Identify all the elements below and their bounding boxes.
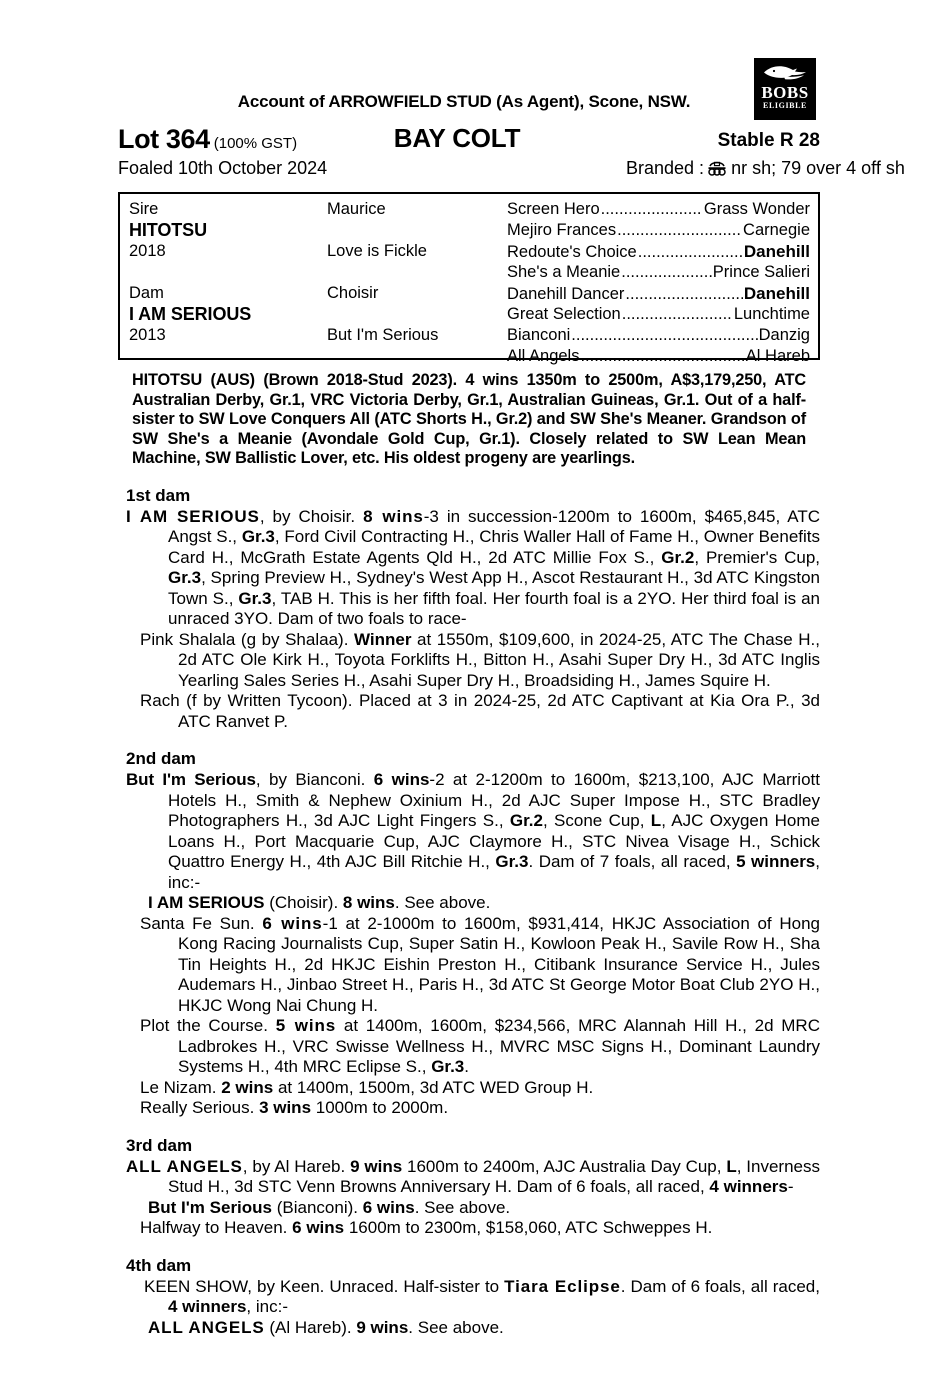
entry-text: 1600m to 2400m, AJC Australia Day Cup, [402,1156,727,1176]
second-dam-heading: 2nd dam [126,749,196,768]
branded-info [626,158,905,179]
progeny-name: But I'm Serious [148,1197,273,1217]
sire-label: Sire [129,200,159,218]
progeny-entry [118,691,820,732]
ancestor-value: Danehill [743,284,810,303]
progeny-name: Pink Shalala (g by Shalaa). [140,629,354,649]
pedigree-leader-row [507,304,810,325]
ancestor-name: Screen Hero [507,200,600,218]
leader-dots [638,242,743,262]
ancestor-value: Danzig [758,326,810,344]
ancestor-name: Mejiro Frances [507,221,617,239]
progeny-name: I AM SERIOUS [148,893,265,912]
grade-tag: Gr.3 [238,588,272,608]
grade-tag: Gr.2 [509,811,543,830]
entry-text: at 1400m, 1500m, 3d ATC WED Group H. [273,1077,594,1097]
entry-text: , TAB H. This is her fifth foal. Her fourth foal is a 2YO. Her third foal is an unraced 3YO. Dam of two foals to race- [168,588,820,628]
progeny-entry [118,1198,820,1219]
entry-text: , by Bianconi. [255,770,374,789]
entry-text: -1 at 2-1000m to 1600m, $931,414, HKJC Association of Hong Kong Racing Journalists Cup, Super Satin H., Kowloon Peak H., Savile Row H., Sha Tin Heights H., 2d HKJC Eishin Preston H., Citibank Insurance Service H., Jules Audemars H., Jinbao Street H., Paris H., 3d ATC St George Motor Boat Club 2YO H., HKJC Wong Nai Chung H. [178,913,820,1015]
entry-text: -3 in succession-1200m to 1600m, $465,845, ATC Angst S., [168,506,820,546]
lot-header-row [118,121,820,155]
grade-tag: Gr.3 [241,527,275,546]
ancestor-value: Danehill [743,242,810,261]
progeny-entry [118,914,820,1017]
listed-tag: L [726,1156,737,1176]
entry-text: . See above. [414,1197,511,1217]
leader-dots [617,220,742,241]
third-dam-section [118,1136,820,1239]
entry-text: , AJC Oxygen Home Loans H., Port Macquarie Cup, AJC Claymore H., STC Nivea Visage H., Schick Quattro Energy H., 4th AJC Bill Ritchie H., [168,811,820,871]
pedigree-column-2 [327,199,502,346]
progeny-entry [118,1078,820,1099]
progeny-name: Plot the Course. [140,1016,276,1035]
entry-text: . [464,1057,470,1076]
dam-sire: Choisir [327,284,379,302]
brand-symbol-icon [706,159,728,178]
pedigree-leader-row [507,241,810,262]
branded-detail: nr sh; 79 over 4 off sh [731,158,905,178]
pedigree-column-3 [507,199,810,367]
entry-text: 1000m to 2000m. [311,1098,449,1117]
progeny-name: Rach (f by Written Tycoon). [140,691,359,710]
listed-tag: L [650,811,662,830]
pedigree-column-1 [129,199,329,346]
page-title: BAY COLT [393,123,521,153]
wins-stat: 9 wins [350,1156,403,1176]
entry-text: at 1550m, $109,600, in 2024-25, ATC The Chase H., 2d ATC Ole Kirk H., Toyota Forklifts H., Bitton H., Asahi Super Dry H., 3d ATC Inglis Yearling Sales Series H., Asahi Super Dry H., Broadsiding H., James Squire H. [178,629,820,690]
wins-stat: 9 wins [356,1317,409,1337]
progeny-entry [118,893,820,914]
ancestor-name: Bianconi [507,326,571,344]
dam-name-text: I AM SERIOUS [126,506,260,526]
third-dam-main-entry [118,1157,820,1198]
entry-text: - [787,1177,794,1196]
progeny-entry [118,1098,820,1119]
first-dam-main-entry [118,507,820,630]
progeny-entry [118,630,820,692]
pedigree-leader-row [507,220,810,241]
foaled-date: Foaled 10th October 2024 [118,158,328,178]
fourth-dam-main-entry [118,1277,820,1318]
leader-dots [580,346,744,367]
sire-year: 2018 [129,242,166,260]
wins-stat: Winner [353,629,412,649]
dam-label: Dam [129,284,164,302]
entry-text: , by Choisir. [259,506,364,526]
first-dam-section [118,486,820,733]
progeny-name: Really Serious. [140,1098,260,1117]
sire-dam: Love is Fickle [327,242,427,260]
third-dam-heading: 3rd dam [126,1135,193,1155]
entry-text: , Inverness Stud H., 3d STC Venn Browns Anniversary H. Dam of 6 foals, all raced, [168,1156,821,1196]
winners-stat: 4 winners [709,1177,788,1196]
winners-stat: 5 winners [736,852,816,871]
bobs-eligible-label: ELIGIBLE [763,101,807,110]
wins-stat: 6 wins [373,770,430,789]
leader-dots [571,325,757,346]
ancestor-name: Redoute's Choice [507,243,637,261]
ancestor-value: Carnegie [743,221,810,239]
ancestor-name: All Angels [507,347,580,365]
lot-number: Lot 364 [118,124,210,154]
second-dam-section [118,749,820,1119]
pedigree-leader-row [507,262,810,283]
entry-text: , inc:- [168,852,820,892]
ancestor-value: Grass Wonder [703,200,810,218]
entry-text: , Spring Preview H., Sydney's West App H., Ascot Restaurant H., 3d ATC Kingston Town S., [168,568,820,608]
wins-stat: 3 wins [259,1098,312,1117]
dam-name: I AM SERIOUS [129,304,252,324]
grade-tag: Gr.2 [661,547,695,567]
dam-dam: But I'm Serious [327,326,439,344]
grade-tag: Gr.3 [495,852,529,871]
ancestor-value: Lunchtime [733,305,810,323]
sire-sire: Maurice [327,200,386,218]
progeny-entry [118,1218,820,1239]
pedigree-leader-row [507,346,810,367]
sire-description: HITOTSU (AUS) (Brown 2018-Stud 2023). 4 wins 1350m to 2500m, A$3,179,250, ATC Australian Derby, Gr.1, VRC Victoria Derby, Gr.1, Australian Guineas, Gr.1. Out of a half-sister to SW Love Conquers All (ATC Shorts H., Gr.2) and SW She's Meaner. Grandson of SW She's a Meanie (Avondale Gold Cup, Gr.1). Closely related to SW Lean Mean Machine, SW Ballistic Lover, etc. His oldest progeny are yearlings. [132,371,806,467]
sire-name: HITOTSU [129,220,207,240]
ancestor-name: Great Selection [507,305,621,323]
wins-stat: 6 wins [362,1197,415,1217]
progeny-name: ALL ANGELS [148,1317,265,1337]
ancestor-value: Al Hareb [745,347,810,365]
progeny-entry [118,1318,820,1339]
account-line: Account of ARROWFIELD STUD (As Agent), Scone, NSW. [237,92,691,111]
ancestor-name: She's a Meanie [507,263,621,281]
first-dam-heading: 1st dam [126,485,191,505]
related-horse-name: Tiara Eclipse [504,1276,621,1296]
progeny-name: Halfway to Heaven. [140,1218,293,1237]
grade-tag: Gr.3 [431,1057,465,1076]
entry-text: , Premier's Cup, [694,547,820,567]
wins-stat: 6 wins [292,1218,345,1237]
pedigree-leader-row [507,283,810,304]
dam-name-text: ALL ANGELS [126,1156,243,1176]
dam-name-text: But I'm Serious [126,770,256,789]
wins-stat: 2 wins [221,1077,274,1097]
progeny-entry [118,1016,820,1078]
leader-dots [622,304,733,325]
wins-stat: 5 wins [275,1016,337,1035]
winners-stat: 4 winners [168,1297,247,1316]
wins-stat: 8 wins [342,893,395,912]
entry-text: KEEN SHOW, by Keen. Unraced. Half-sister to [144,1276,505,1296]
second-dam-main-entry [118,770,820,893]
leader-dots [601,199,703,220]
entry-text: . See above. [408,1317,504,1337]
pedigree-table [118,192,820,365]
entry-text: (Bianconi). [272,1197,363,1217]
entry-text: , Scone Cup, [543,811,651,830]
lot-gst: (100% GST) [213,135,298,152]
entry-text: , Ford Civil Contracting H., Chris Waller Hall of Fame H., Owner Benefits Card H., McGrath Estate Agents Qld H., 2d ATC Millie Fox S., [168,527,821,567]
entry-text: . See above. [394,893,491,912]
wins-stat: 8 wins [363,506,424,526]
entry-text: 1600m to 2300m, $158,060, ATC Schweppes H. [344,1218,713,1237]
entry-text: Placed at 3 in 2024-25, 2d ATC Captivant at Kia Ora P., 3d ATC Ranvet P. [178,691,820,731]
pedigree-leader-row [507,325,810,346]
stable-label: Stable R 28 [717,130,820,151]
horse-head-icon [762,63,808,83]
entry-text: . Dam of 7 foals, all raced, [528,852,737,871]
fourth-dam-heading: 4th dam [126,1255,192,1275]
entry-text: at 1400m, 1600m, $234,566, MRC Alannah Hill H., 2d MRC Ladbrokes H., VRC Swisse Wellness H., MVRC MSC Signs H., Dominant Laundry Systems H., 4th MRC Eclipse S., [178,1016,820,1076]
entry-text: , inc:- [246,1297,288,1316]
dam-year: 2013 [129,326,166,344]
entry-text: (Choisir). [264,893,343,912]
progeny-name: Le Nizam. [140,1077,222,1097]
fourth-dam-section [118,1256,820,1339]
pedigree-leader-row [507,199,810,220]
leader-dots [625,284,742,304]
bobs-eligible-logo [754,58,816,120]
entry-text: . Dam of 6 foals, all raced, [620,1276,820,1296]
leader-dots [621,262,712,283]
progeny-name: Santa Fe Sun. [140,913,263,933]
foaled-branded-row [118,158,905,184]
branded-label: Branded : [626,158,705,178]
wins-stat: 6 wins [262,913,323,933]
bobs-wordmark: BOBS [761,83,809,102]
ancestor-value: Prince Salieri [712,263,810,281]
entry-text: , by Al Hareb. [242,1156,351,1176]
grade-tag: Gr.3 [168,568,202,587]
entry-text: -2 at 2-1200m to 1600m, $213,100, AJC Marriott Hotels H., Smith & Nephew Oxinium H., 2d AJC Super Impose H., STC Bradley Photographers H., 3d AJC Light Fingers S., [168,770,820,830]
entry-text: (Al Hareb). [264,1317,357,1337]
ancestor-name: Danehill Dancer [507,285,625,303]
